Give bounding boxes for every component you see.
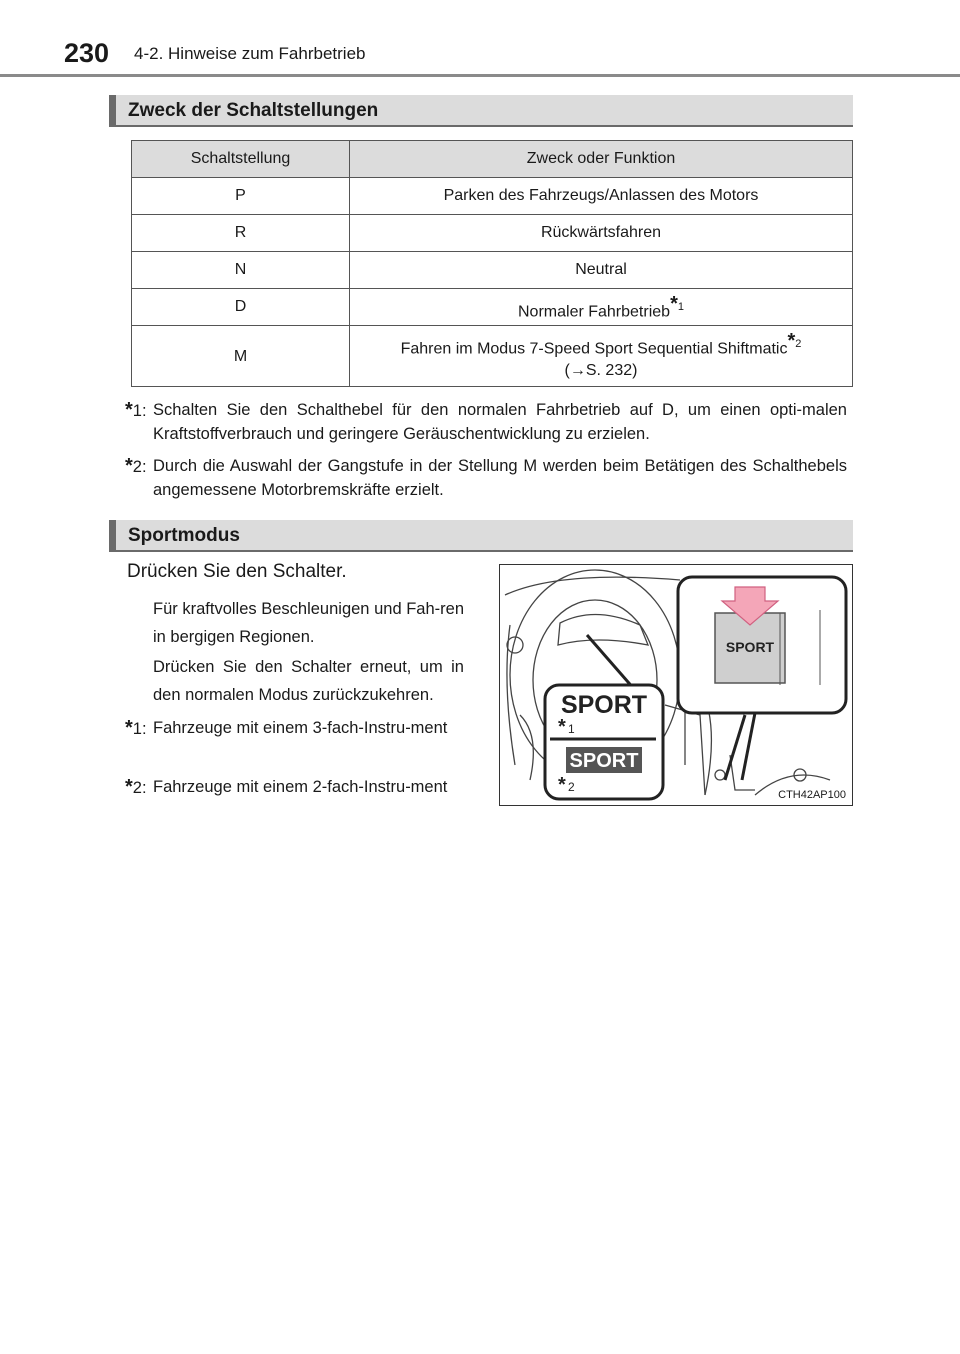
- footnote: [125, 775, 465, 799]
- table-row: [132, 252, 853, 289]
- column-header: Zweck oder Funktion: [350, 141, 853, 178]
- footnote: [125, 454, 847, 502]
- section-title: Sportmodus: [128, 525, 240, 546]
- dashboard-drawing: [500, 565, 852, 805]
- table-cell: N: [132, 252, 350, 289]
- footnote-text: Fahrzeuge mit einem 3-fach-Instru-ment: [153, 719, 448, 737]
- section-heading: [109, 95, 853, 127]
- table-row: [132, 178, 853, 215]
- table-cell: [350, 289, 853, 326]
- footnote: [125, 716, 465, 740]
- column-header: Schaltstellung: [132, 141, 350, 178]
- footnote-marker: *2:: [125, 776, 147, 798]
- footnote-ref: *1: [670, 292, 684, 315]
- svg-text:*: *: [558, 716, 566, 738]
- table-cell: R: [132, 215, 350, 252]
- footnote: [125, 398, 847, 446]
- footnote-marker: *1:: [125, 717, 147, 739]
- shift-positions-table: [131, 140, 853, 387]
- paragraph: Für kraftvolles Beschleunigen und Fah-ren in bergigen Regionen.: [153, 600, 464, 646]
- sport-mode-illustration: [499, 564, 853, 806]
- cell-text: Normaler Fahrbetrieb: [518, 303, 671, 321]
- page-reference: (→S. 232): [564, 361, 638, 379]
- footnote-text: Schalten Sie den Schalthebel für den normalen Fahrbetrieb auf D, um einen opti-malen Kraftstoffverbrauch und geringere Geräuschentwicklung zu erzielen.: [153, 401, 847, 443]
- table-cell: [350, 326, 853, 387]
- svg-text:*: *: [558, 774, 566, 796]
- footnote-ref: *2: [787, 330, 802, 353]
- table-cell: Rückwärtsfahren: [350, 215, 853, 252]
- table-cell: D: [132, 289, 350, 326]
- sport-button-label: SPORT: [725, 639, 775, 655]
- sport-indicator-small: SPORT: [569, 750, 639, 772]
- table-cell: Neutral: [350, 252, 853, 289]
- table-cell: P: [132, 178, 350, 215]
- table-cell: Parken des Fahrzeugs/Anlassen des Motors: [350, 178, 853, 215]
- chapter-title: 4-2. Hinweise zum Fahrbetrieb: [134, 44, 366, 63]
- figure-marker: 2: [568, 780, 575, 794]
- sport-indicator-large: SPORT: [560, 691, 648, 719]
- table-row: [132, 289, 853, 326]
- table-row: [132, 326, 853, 387]
- header-rule: [0, 74, 960, 77]
- section-heading: [109, 520, 853, 552]
- page-number: 230: [64, 38, 110, 68]
- table-header-row: [132, 141, 853, 178]
- footnote-text: Fahrzeuge mit einem 2-fach-Instru-ment: [153, 778, 448, 796]
- footnote-marker: *1:: [125, 399, 147, 421]
- cell-text: Fahren im Modus 7-Speed Sport Sequential Shiftmatic: [400, 340, 788, 358]
- figure-marker: 1: [568, 722, 575, 736]
- footnote-marker: *2:: [125, 455, 147, 477]
- footnote-text: Durch die Auswahl der Gangstufe in der Stellung M werden beim Betätigen des Schalthebels angemessene Motorbremskräfte erzielt.: [153, 457, 847, 499]
- section-title: Zweck der Schaltstellungen: [128, 100, 379, 121]
- paragraph: Drücken Sie den Schalter erneut, um in den normalen Modus zurückzukehren.: [153, 658, 464, 704]
- table-row: [132, 215, 853, 252]
- instruction: Drücken Sie den Schalter.: [127, 561, 347, 582]
- table-cell: M: [132, 326, 350, 387]
- figure-code: CTH42AP100: [778, 789, 846, 801]
